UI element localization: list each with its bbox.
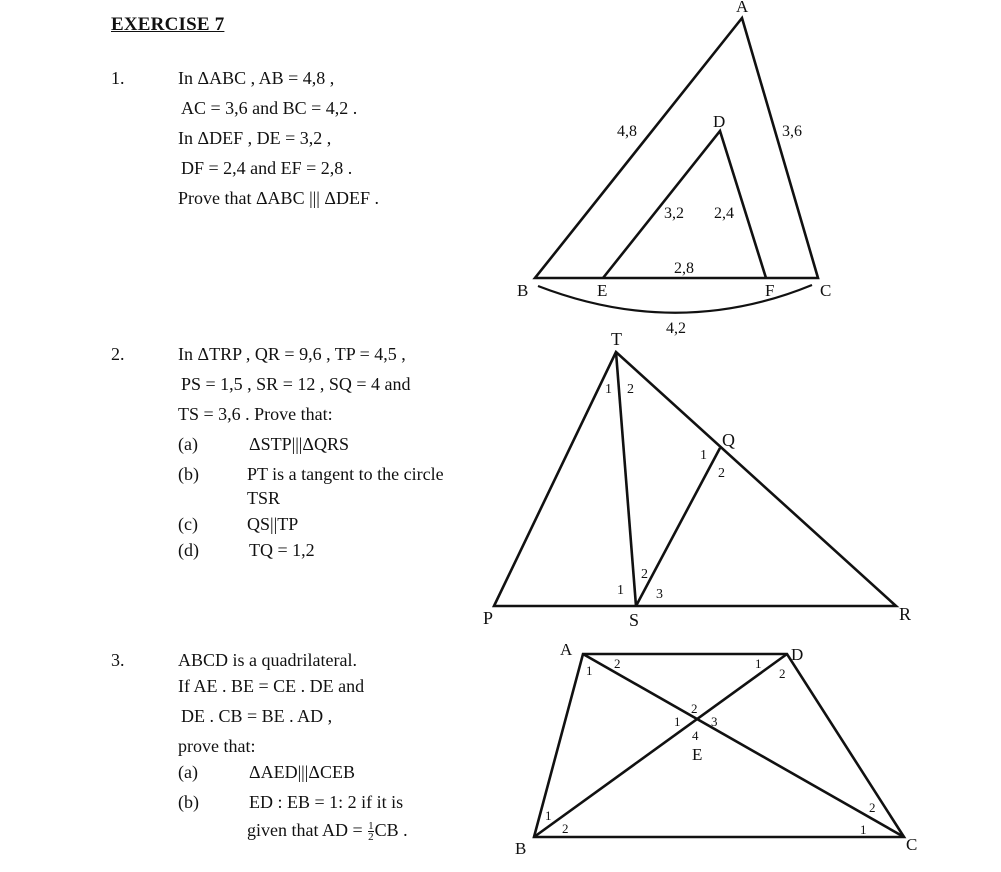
angle-a1: 1 (586, 663, 593, 678)
diagonal-ac (583, 654, 904, 837)
angle-c1: 1 (860, 822, 867, 837)
question-2-line: In ΔTRP , QR = 9,6 , TP = 4,5 , (178, 344, 406, 364)
triangle-def (603, 131, 766, 278)
vertex-label-b: B (517, 281, 529, 300)
length-ef: 2,8 (674, 260, 694, 277)
question-2-part-label: (b) (178, 464, 199, 484)
angle-s1: 1 (617, 583, 624, 598)
angle-e1: 1 (674, 714, 681, 729)
question-2-part-text: PT is a tangent to the circle (247, 464, 444, 484)
angle-b2: 2 (562, 821, 569, 836)
vertex-label-e: E (692, 745, 703, 764)
angle-b1: 1 (545, 808, 552, 823)
question-1-number: 1. (111, 68, 125, 88)
diagonal-bd (534, 654, 787, 837)
angle-e3: 3 (711, 714, 718, 729)
fraction-one-half: $\frac{1}{2}$ (368, 820, 374, 844)
vertex-label-e: E (597, 281, 608, 300)
question-1-line: DF = 2,4 and EF = 2,8 . (181, 158, 353, 178)
question-2-part-label: (a) (178, 434, 198, 454)
question-1-line: AC = 3,6 and BC = 4,2 . (181, 98, 358, 118)
angle-e2: 2 (691, 701, 698, 716)
given-text-post: CB . (374, 820, 408, 840)
question-2-part-text: TSR (247, 488, 281, 508)
vertex-label-q: Q (722, 430, 735, 450)
question-2-part-label: (d) (178, 540, 199, 560)
question-3-part-text: ΔAED|||ΔCEB (249, 762, 355, 782)
figure-3-quadrilateral (534, 654, 904, 837)
angle-d1: 1 (755, 656, 762, 671)
length-df: 2,4 (714, 205, 734, 222)
angle-q2: 2 (718, 466, 725, 481)
angle-s2: 2 (641, 567, 648, 582)
vertex-label-d: D (713, 112, 726, 131)
question-2-line: PS = 1,5 , SR = 12 , SQ = 4 and (181, 374, 411, 394)
question-3-number: 3. (111, 650, 125, 670)
length-ab: 4,8 (617, 123, 637, 140)
question-2-line: TS = 3,6 . Prove that: (178, 404, 333, 424)
exercise-title: EXERCISE 7 (111, 14, 225, 35)
vertex-label-d: D (791, 645, 804, 664)
segment-sq (636, 448, 720, 606)
question-3-part-label: (b) (178, 792, 199, 812)
vertex-label-b: B (515, 839, 527, 858)
question-2-part-text: ΔSTP|||ΔQRS (249, 434, 349, 454)
vertex-label-a: A (736, 0, 749, 16)
length-ac: 3,6 (782, 123, 802, 140)
vertex-label-c: C (906, 835, 918, 854)
angle-d2: 2 (779, 666, 786, 681)
length-de: 3,2 (664, 205, 684, 222)
question-3-part-text: ED : EB = 1: 2 if it is (249, 792, 404, 812)
vertex-label-f: F (765, 281, 775, 300)
question-3-line: prove that: (178, 736, 256, 756)
question-3-line: If AE . BE = CE . DE and (178, 676, 365, 696)
vertex-label-t: T (611, 329, 622, 349)
angle-q1: 1 (700, 448, 707, 463)
vertex-label-a: A (560, 640, 573, 659)
angle-e4: 4 (692, 728, 699, 743)
question-1-line: Prove that ΔABC ||| ΔDEF . (178, 188, 379, 208)
vertex-label-c: C (820, 281, 832, 300)
question-1-line: In ΔABC , AB = 4,8 , (178, 68, 335, 88)
length-bc: 4,2 (666, 320, 686, 337)
angle-t2: 2 (627, 382, 634, 397)
angle-c2: 2 (869, 800, 876, 815)
question-2-part-text: QS||TP (247, 514, 299, 534)
given-text-pre: given that AD = (247, 820, 368, 840)
vertex-label-s: S (629, 610, 640, 630)
question-3-part-label: (a) (178, 762, 198, 782)
question-2-part-label: (c) (178, 514, 198, 534)
question-1-line: In ΔDEF , DE = 3,2 , (178, 128, 332, 148)
angle-a2: 2 (614, 656, 621, 671)
triangle-trp (494, 352, 896, 606)
figure-2-triangle (494, 352, 896, 606)
angle-t1: 1 (605, 382, 612, 397)
vertex-label-p: P (483, 608, 494, 628)
quadrilateral-abcd (534, 654, 904, 837)
triangle-abc (535, 18, 818, 278)
angle-s3: 3 (656, 587, 663, 602)
question-2-number: 2. (111, 344, 125, 364)
vertex-label-r: R (899, 604, 912, 624)
question-2-part-text: TQ = 1,2 (249, 540, 315, 560)
question-3-line: DE . CB = BE . AD , (181, 706, 333, 726)
question-3-line: ABCD is a quadrilateral. (178, 650, 357, 670)
